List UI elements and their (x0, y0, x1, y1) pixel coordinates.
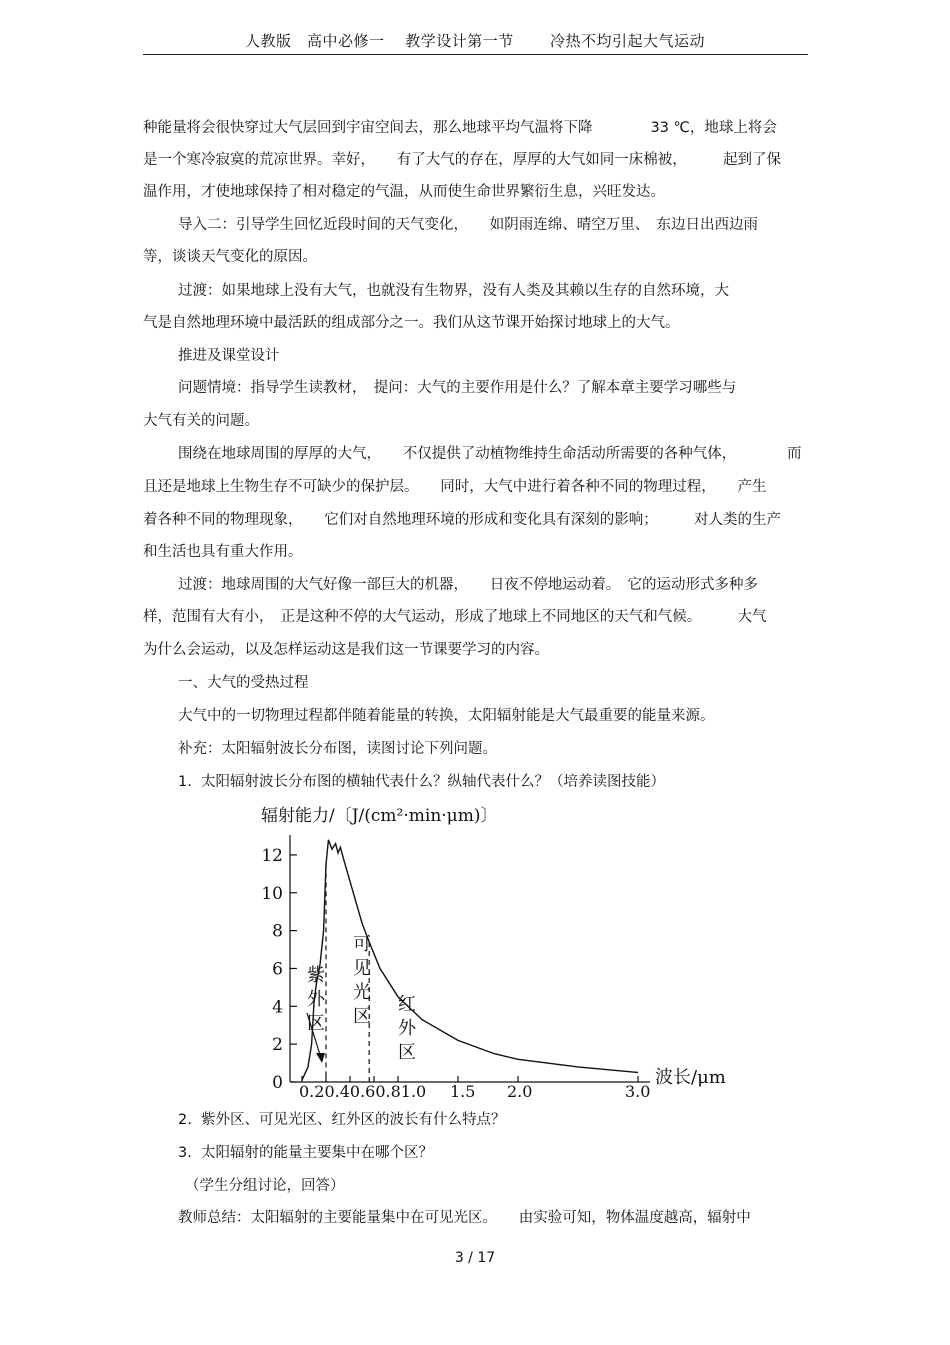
paragraph-line: 温作用，才使地球保持了相对稳定的气温，从而使生命世界繁衍生息，兴旺发达。 (143, 184, 665, 200)
paragraph-line: 围绕在地球周围的厚厚的大气， 不仅提供了动植物维持生命活动所需要的各种气体， 而 (178, 446, 802, 462)
paragraph-line: 且还是地球上生物生存不可缺少的保护层。 同时，大气中进行着各种不同的物理过程， 产生 (143, 479, 767, 495)
header-divider (143, 54, 808, 55)
question-item: 3. 太阳辐射的能量主要集中在哪个区？ (178, 1145, 434, 1161)
paragraph-line: 等，谈谈天气变化的原因。 (143, 249, 317, 265)
page-header: 人教版 高中必修一 教学设计第一节 冷热不均引起大气运动 (244, 32, 706, 50)
paragraph-line: 种能量将会很快穿过大气层回到宇宙空间去，那么地球平均气温将下降 33 ℃，地球上将会 (143, 120, 777, 136)
y-tick-label: 12 (261, 845, 283, 866)
uv-pointer-arrowhead (316, 1053, 325, 1063)
paragraph-line: 教师总结：太阳辐射的主要能量集中在可见光区。 由实验可知，物体温度越高，辐射中 (178, 1210, 751, 1226)
paragraph-line: 问题情境：指导学生读教材， 提问：大气的主要作用是什么？了解本章主要学习哪些与 (178, 380, 737, 396)
solar-radiation-chart (255, 795, 735, 1105)
paragraph-line: 是一个寒冷寂寞的荒凉世界。幸好， 有了大气的存在，厚厚的大气如同一床棉被， 起到了保 (143, 152, 781, 168)
paragraph-line: 补充：太阳辐射波长分布图，读图讨论下列问题。 (178, 741, 497, 757)
chart-x-tick-2.0: 2.0 (507, 1082, 533, 1101)
question-item: 2. 紫外区、可见光区、红外区的波长有什么特点？ (178, 1112, 506, 1128)
chart-x-tick-3.0: 3.0 (625, 1082, 651, 1101)
y-tick-label: 0 (272, 1073, 283, 1093)
section-heading: 一、大气的受热过程 (178, 675, 309, 691)
paragraph-line: 大气有关的问题。 (143, 413, 259, 429)
y-tick-label: 8 (272, 921, 283, 942)
region-label: 红外区 (398, 994, 416, 1063)
y-tick-label: 2 (272, 1035, 283, 1056)
y-tick-label: 6 (272, 959, 283, 980)
y-tick-label: 10 (261, 883, 283, 904)
paragraph-line: 过渡：地球周围的大气好像一部巨大的机器， 日夜不停地运动着。 它的运动形式多种多 (178, 577, 758, 593)
paragraph-line: 样，范围有大有小， 正是这种不停的大气运动，形成了地球上不同地区的天气和气候。 大气 (143, 609, 767, 625)
paragraph-line: 过渡：如果地球上没有大气，也就没有生物界，没有人类及其赖以生存的自然环境，大 (178, 283, 729, 299)
chart-x-tick-labels-small: 0.20.40.60.81.0 (299, 1082, 427, 1101)
paragraph-line: （学生分组讨论，回答） (185, 1178, 345, 1194)
chart-x-tick-1.5: 1.5 (450, 1082, 476, 1101)
chart-y-axis-label: 辐射能力/〔J/(cm²·min·μm)〕 (261, 806, 498, 826)
section-heading: 推进及课堂设计 (178, 348, 280, 364)
chart-x-axis-label: 波长/μm (655, 1067, 726, 1088)
paragraph-line: 为什么会运动，以及怎样运动这是我们这一节课要学习的内容。 (143, 642, 549, 658)
paragraph-line: 和生活也具有重大作用。 (143, 544, 303, 560)
question-item: 1. 太阳辐射波长分布图的横轴代表什么？纵轴代表什么？（培养读图技能） (178, 774, 666, 790)
paragraph-line: 气是自然地理环境中最活跃的组成部分之一。我们从这节课开始探讨地球上的大气。 (143, 315, 680, 331)
paragraph-line: 大气中的一切物理过程都伴随着能量的转换，太阳辐射能是大气最重要的能量来源。 (178, 708, 715, 724)
paragraph-line: 导入二：引导学生回忆近段时间的天气变化， 如阴雨连绵、晴空万里、 东边日出西边雨 (178, 217, 758, 233)
page-number: 3 / 17 (454, 1250, 496, 1266)
region-label: 紫外区 (307, 965, 325, 1034)
region-label: 可见光区 (353, 934, 371, 1027)
paragraph-line: 着各种不同的物理现象， 它们对自然地理环境的形成和变化具有深刻的影响； 对人类的生产 (143, 512, 781, 528)
y-tick-label: 4 (272, 997, 283, 1018)
